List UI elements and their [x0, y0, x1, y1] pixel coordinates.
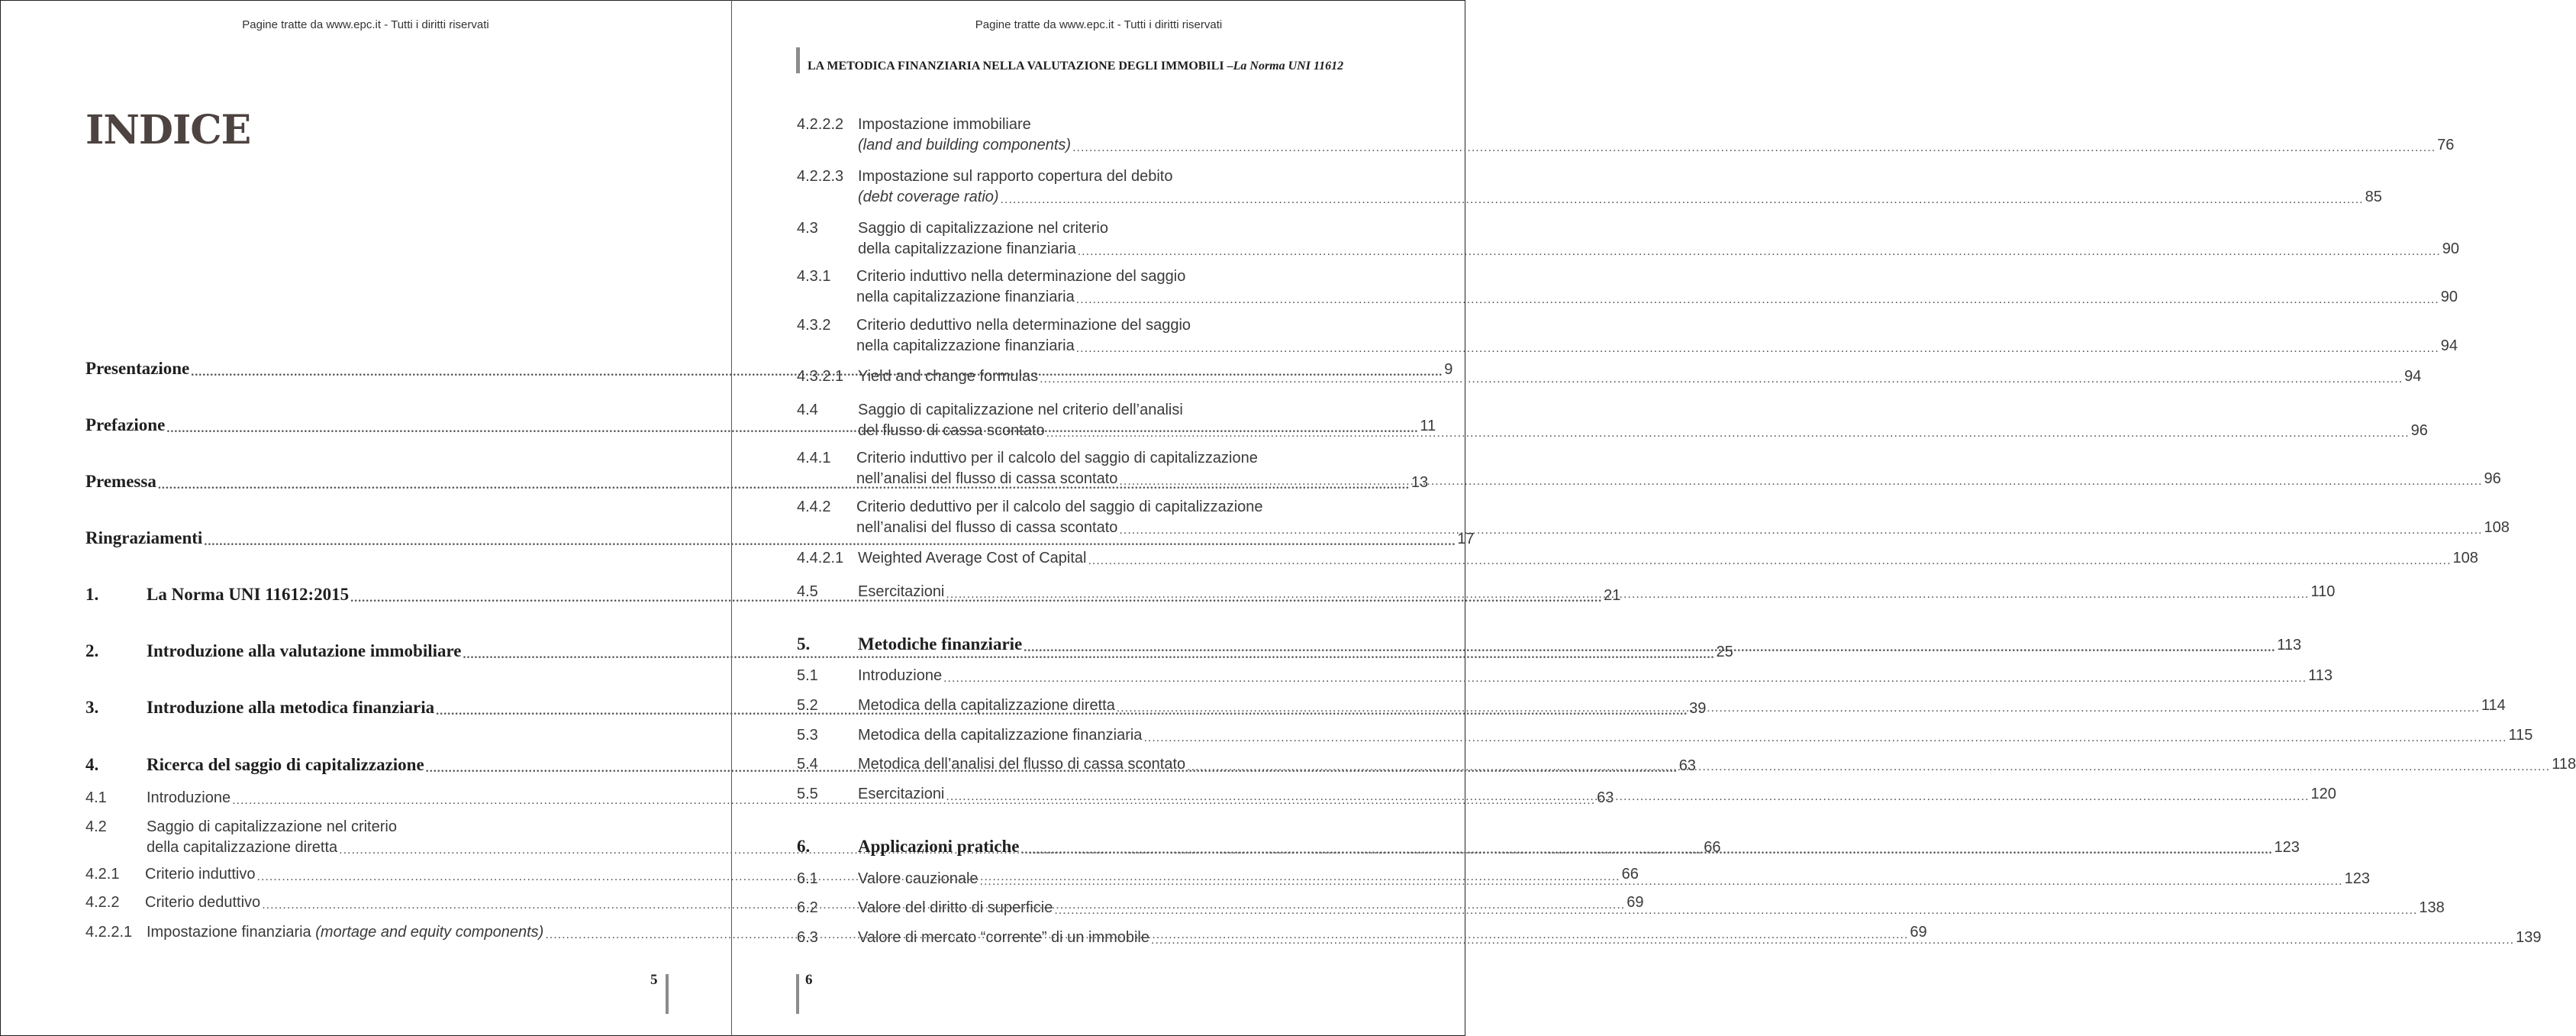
toc-entry-title: Introduzione: [147, 789, 231, 806]
toc-entry-number: 5.3: [797, 727, 818, 744]
leader-dots: [1040, 373, 2403, 386]
toc-page-number: 66: [1704, 839, 1721, 856]
toc-entry-title: Ringraziamenti: [85, 528, 203, 547]
toc-entry-title: Esercitazioni: [858, 583, 945, 600]
toc-entry-line1: Saggio di capitalizzazione nel criterio: [858, 220, 1108, 237]
toc-entry-number: 4.2.2.3: [797, 168, 844, 185]
toc-page-number: 123: [2274, 839, 2300, 856]
toc-entry-title-italic: (mortage and equity components): [315, 924, 544, 941]
toc-page-number: 9: [1444, 361, 1453, 378]
toc-entry-title: Premessa: [85, 472, 156, 491]
toc-entry-number: 3.: [85, 698, 99, 717]
toc-page-number: 17: [1457, 531, 1475, 547]
toc-entry-title: Metodiche finanziarie: [858, 634, 1023, 654]
toc-entry-number: 4.2.2.1: [85, 924, 133, 941]
toc-entry-line1: Criterio deduttivo per il calcolo del saggio di capitalizzazione: [856, 499, 1263, 515]
leader-dots: [1117, 702, 2480, 715]
toc-page-number: 90: [2442, 240, 2460, 257]
toc-page-number: 139: [2516, 929, 2542, 946]
toc-page-number: 96: [2484, 470, 2501, 487]
toc-entry-title: Criterio deduttivo: [145, 894, 261, 911]
running-header-sub: La Norma UNI 11612: [1233, 60, 1344, 73]
running-header: [796, 47, 1343, 73]
leader-dots: [1001, 193, 2364, 206]
toc-entry[interactable]: [797, 220, 2460, 258]
toc-page-number: 66: [1621, 866, 1639, 883]
toc-entry-number: 4.2.2: [85, 894, 120, 911]
header-note: Pagine tratte da www.epc.it - Tutti i diritti riservati: [975, 18, 1223, 31]
toc-entry-number: 4.3.2.1: [797, 368, 844, 385]
toc-entry-line1: Impostazione sul rapporto copertura del debito: [858, 168, 1173, 185]
toc-entry-number: 4.3.1: [797, 268, 831, 285]
toc-entry-line1: Criterio induttivo nella determinazione del saggio: [856, 268, 1186, 285]
leader-dots: [1119, 524, 2482, 537]
toc-entry-number: 4.3.2: [797, 317, 831, 334]
toc-entry[interactable]: [797, 317, 2458, 355]
leader-dots: [1187, 760, 2550, 773]
toc-entry-title: Introduzione alla metodica finanziaria: [147, 698, 435, 717]
header-note: Pagine tratte da www.epc.it - Tutti i diritti riservati: [242, 18, 489, 31]
toc-entry[interactable]: [85, 528, 1475, 548]
toc-entry-title: La Norma UNI 11612:2015: [147, 585, 350, 604]
toc-entry-title: Applicazioni pratiche: [858, 837, 1020, 856]
leader-dots: [1088, 554, 2451, 567]
toc-page-number: 11: [1420, 418, 1436, 434]
folio-bar: [666, 974, 669, 1014]
page-title: INDICE: [85, 107, 251, 153]
leader-dots: [946, 588, 2309, 601]
toc-page-number: 94: [2440, 337, 2458, 354]
toc-entry-title: nell’analisi del flusso di cassa scontato: [856, 470, 1118, 487]
toc-page-number: 113: [2277, 637, 2302, 654]
toc-entry-title: (debt coverage ratio): [858, 189, 999, 205]
leader-dots: [1076, 293, 2439, 306]
toc-page-number: 13: [1411, 474, 1429, 491]
toc-page-number: 108: [2484, 519, 2510, 536]
toc-entry-number: 4.4.1: [797, 450, 831, 466]
leader-dots: [1046, 427, 2410, 440]
toc-entry-title: Esercitazioni: [858, 786, 945, 802]
toc-entry-number: 1.: [85, 585, 99, 604]
toc-entry[interactable]: [797, 368, 2422, 386]
toc-entry-number: 5.5: [797, 786, 818, 802]
toc-entry-title: Criterio induttivo: [145, 866, 256, 883]
toc-page-number: 108: [2452, 550, 2478, 566]
toc-entry-title: nell’analisi del flusso di cassa scontato: [856, 519, 1118, 536]
running-header-main: LA METODICA FINANZIARIA NELLA VALUTAZIONE DEGLI IMMOBILI –: [808, 60, 1233, 73]
toc-entry-title: della capitalizzazione diretta: [147, 839, 338, 856]
toc-entry-number: 4.3: [797, 220, 818, 237]
toc-entry-line1: Criterio deduttivo nella determinazione del saggio: [856, 317, 1191, 334]
toc-entry-number: 4.4: [797, 402, 818, 418]
toc-entry-title: (land and building components): [858, 137, 1072, 153]
leader-dots: [1078, 245, 2441, 258]
toc-entry-line1: Impostazione immobiliare: [858, 116, 1031, 133]
toc-entry-number: 4.1: [85, 789, 107, 806]
leader-dots: [1119, 475, 2482, 488]
page-number: 5: [650, 972, 658, 988]
toc-page-number: 114: [2481, 697, 2506, 714]
toc-entry-title: Prefazione: [85, 415, 166, 434]
toc-entry-title: Weighted Average Cost of Capital: [858, 550, 1087, 566]
toc-entry-number: 6.: [797, 837, 811, 856]
toc-page-number: 138: [2419, 899, 2445, 916]
toc-entry-title: della capitalizzazione finanziaria: [858, 240, 1076, 257]
leader-dots: [980, 875, 2343, 888]
toc-entry-number: 4.5: [797, 583, 818, 600]
toc-entry-number: 4.2: [85, 818, 107, 835]
toc-entry-title: Metodica dell’analisi del flusso di cassa scontato: [858, 756, 1186, 773]
toc-page-number: 63: [1597, 789, 1614, 806]
toc-entry[interactable]: [797, 727, 2533, 744]
toc-entry-number: 6.1: [797, 870, 818, 887]
folio-bar: [796, 974, 799, 1014]
leader-dots: [1143, 731, 2507, 744]
toc-entry-title: Valore di mercato “corrente” di un immobile: [858, 929, 1150, 946]
toc-entry-title-text: Impostazione finanziaria: [147, 924, 311, 941]
toc-entry-line1: Saggio di capitalizzazione nel criterio dell’analisi: [858, 402, 1183, 418]
toc-page-number: 96: [2410, 422, 2428, 439]
toc-entry-number: 4.: [85, 755, 99, 774]
toc-entry-number: 5.2: [797, 697, 818, 714]
toc-page-number: 85: [2365, 189, 2382, 205]
toc-entry-title: [147, 924, 543, 941]
toc-entry[interactable]: [797, 550, 2478, 567]
leader-dots: [946, 790, 2309, 803]
toc-page-number: 39: [1689, 700, 1707, 717]
toc-entry-title: Presentazione: [85, 359, 190, 378]
toc-entry-title: Metodica della capitalizzazione finanziaria: [858, 727, 1143, 744]
toc-entry-number: 5.1: [797, 667, 818, 684]
toc-page-number: 110: [2310, 583, 2336, 600]
toc-page-number: 63: [1678, 757, 1696, 774]
toc-page-number: 90: [2440, 289, 2458, 305]
toc-entry[interactable]: [797, 168, 2382, 206]
page-number: 6: [805, 972, 813, 988]
toc-page-number: 118: [2552, 756, 2576, 773]
toc-entry-title: Ricerca del saggio di capitalizzazione: [147, 755, 424, 774]
toc-entry-number: 4.4.2: [797, 499, 831, 515]
toc-entry-line1: Saggio di capitalizzazione nel criterio: [147, 818, 397, 835]
toc-entry-title: nella capitalizzazione finanziaria: [856, 337, 1075, 354]
toc-entry-number: 5.: [797, 634, 811, 654]
toc-entry[interactable]: [797, 116, 2455, 154]
toc-entry[interactable]: [797, 667, 2333, 685]
toc-entry-number: 5.4: [797, 756, 818, 773]
leader-dots: [1020, 844, 2272, 857]
toc-entry-line1: Criterio induttivo per il calcolo del saggio di capitalizzazione: [856, 450, 1258, 466]
toc-entry-number: 4.2.2.2: [797, 116, 844, 133]
toc-page-number: 113: [2308, 667, 2333, 684]
toc-page-number: 76: [2437, 137, 2455, 153]
toc-page-number: 25: [1716, 644, 1733, 660]
leader-dots: [1054, 904, 2417, 917]
toc-page-number: 21: [1604, 587, 1621, 604]
toc-entry-number: 4.2.1: [85, 866, 120, 883]
toc-page-number: 115: [2508, 727, 2533, 744]
leader-dots: [1076, 342, 2439, 355]
toc-page-number: 69: [1910, 924, 1927, 941]
leader-dots: [1072, 141, 2436, 154]
toc-entry[interactable]: [797, 268, 2458, 306]
leader-dots: [1151, 934, 2514, 947]
toc-entry[interactable]: [797, 499, 2510, 537]
toc-entry-title: del flusso di cassa scontato: [858, 422, 1045, 439]
toc-entry-title: Introduzione: [858, 667, 943, 684]
toc-entry-title: nella capitalizzazione finanziaria: [856, 289, 1075, 305]
leader-dots: [943, 672, 2307, 685]
toc-entry-number: 4.4.2.1: [797, 550, 844, 566]
toc-entry-title: Introduzione alla valutazione immobiliare: [147, 641, 462, 660]
toc-page-number: 69: [1627, 894, 1644, 911]
toc-page-number: 94: [2404, 368, 2422, 385]
toc-entry-title: Metodica della capitalizzazione diretta: [858, 697, 1115, 714]
toc-entry-number: 6.3: [797, 929, 818, 946]
toc-entry-title: Valore del diritto di superficie: [858, 899, 1053, 916]
toc-entry-number: 6.2: [797, 899, 818, 916]
toc-entry-title: Yield and change formulas: [858, 368, 1039, 385]
toc-entry-number: 2.: [85, 641, 99, 660]
leader-dots: [1024, 641, 2275, 654]
toc-page-number: 120: [2310, 786, 2336, 802]
toc-entry-title: Valore cauzionale: [858, 870, 978, 887]
toc-page-number: 123: [2344, 870, 2370, 887]
